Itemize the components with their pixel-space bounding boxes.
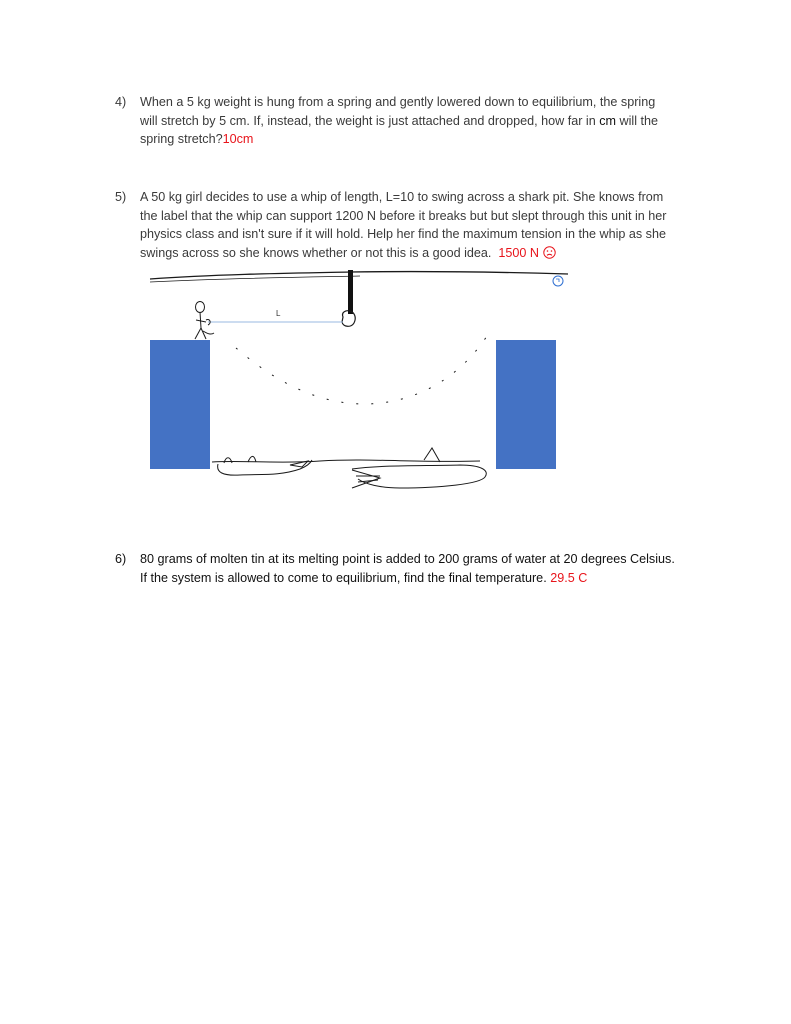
- shark-left: [218, 456, 312, 475]
- text-fragment: swings across so she knows whether or not this is a good idea.: [140, 245, 492, 260]
- text-line: the label that the whip can support 1200 N before it breaks but but slept through this unit in her: [140, 208, 667, 223]
- text-line: When a 5 kg weight is hung from a spring and gently lowered down to equilibrium, the spring: [140, 95, 656, 109]
- problem-text: [140, 188, 715, 262]
- shark-right: [352, 448, 486, 488]
- text-fragment: If the system is allowed to come to equilibrium, find the final temperature.: [140, 570, 547, 585]
- text-fragment: will the: [619, 113, 659, 128]
- answer: 10cm: [222, 132, 254, 147]
- text-line: [140, 244, 715, 263]
- problem-number: 4): [115, 95, 127, 109]
- text-line: physics class and isn't sure if it will hold. Help her find the maximum tension in the whip as she: [140, 227, 666, 242]
- text-line: [140, 130, 715, 149]
- text-line: 80 grams of molten tin at its melting point is added to 200 grams of water at 20 degrees Celsius.: [140, 552, 675, 566]
- ceiling-line: [150, 272, 568, 279]
- text-line: [140, 112, 715, 131]
- answer: 1500 N: [498, 245, 540, 260]
- whip-length-label: L: [276, 309, 281, 318]
- text-line: [140, 569, 715, 588]
- problem-number: 6): [115, 552, 127, 566]
- whip-anchor: [348, 270, 353, 314]
- frown-face-icon: [543, 246, 556, 259]
- answer: 29.5 C: [550, 570, 588, 585]
- right-platform: [496, 340, 556, 469]
- left-platform: [150, 340, 210, 469]
- refresh-icon: [553, 276, 563, 286]
- problem-text: [140, 550, 715, 587]
- girl-figure: [195, 302, 214, 340]
- text-fragment: will stretch by 5 cm. If, instead, the weight is just attached and dropped, how far in: [140, 113, 596, 128]
- swing-diagram: [140, 262, 580, 497]
- problem-text: [140, 93, 715, 149]
- problem-number: 5): [115, 190, 127, 204]
- unit-cm: cm: [599, 113, 617, 128]
- text-line: A 50 kg girl decides to use a whip of length, L=10 to swing across a shark pit. She knows from: [140, 190, 664, 204]
- swing-path: [236, 328, 492, 404]
- text-fragment: spring stretch?: [140, 132, 223, 147]
